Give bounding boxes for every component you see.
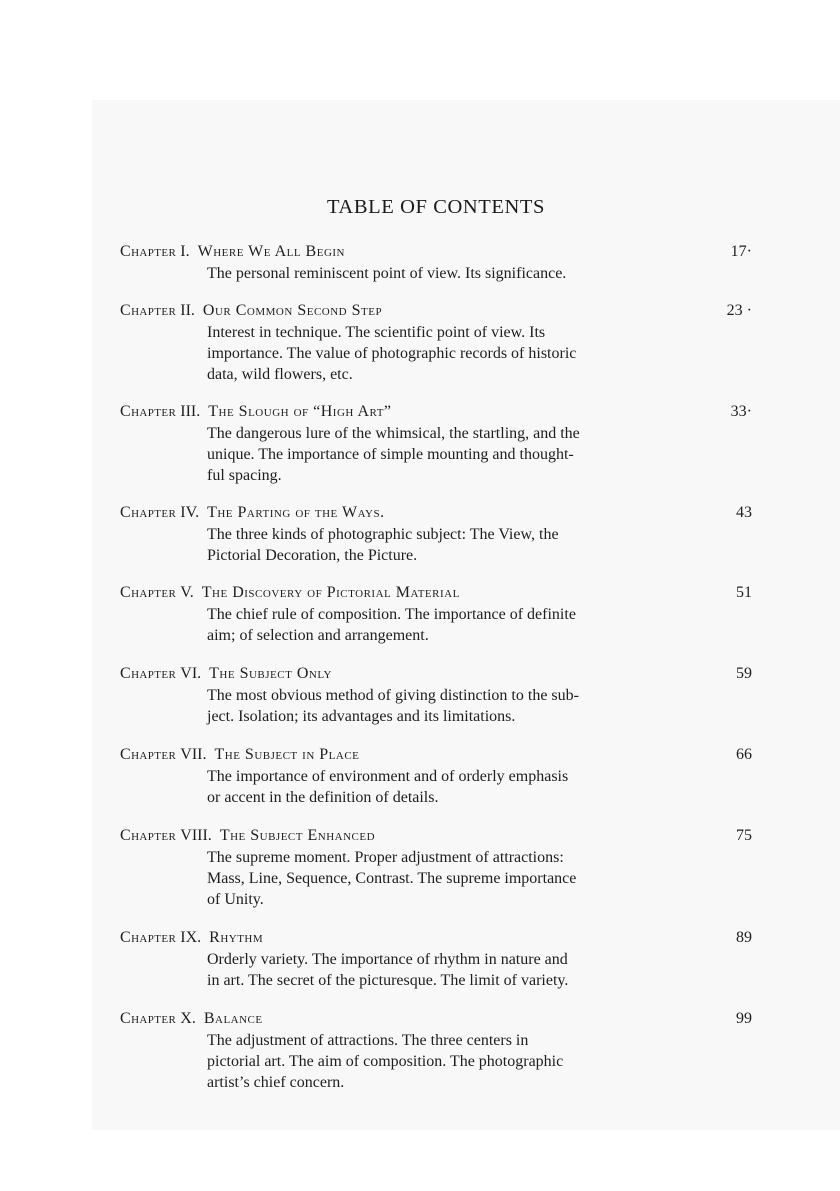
description-line: ject. Isolation; its advantages and its limitations.	[207, 708, 516, 725]
chapter-label: Chapter	[120, 929, 177, 946]
chapter-number: V.	[180, 584, 194, 601]
chapter-description	[207, 423, 663, 486]
chapter-title: Where We All Begin	[197, 243, 345, 260]
description-line: Interest in technique. The scientific point of view. Its	[207, 324, 546, 341]
chapter-heading	[120, 825, 752, 847]
chapter-number: III.	[180, 403, 201, 420]
toc-entry-chapter-7	[120, 744, 752, 808]
chapter-description	[207, 847, 663, 910]
chapter-label: Chapter	[120, 665, 177, 682]
chapter-heading	[120, 300, 752, 322]
description-line: unique. The importance of simple mounting and thought-	[207, 446, 574, 463]
description-line: importance. The value of photographic records of historic	[207, 345, 577, 362]
description-line: or accent in the definition of details.	[207, 789, 439, 806]
chapter-label: Chapter	[120, 243, 177, 260]
toc-entry-chapter-2	[120, 300, 752, 385]
chapter-description	[207, 1030, 663, 1093]
chapter-label: Chapter	[120, 302, 177, 319]
chapter-description	[207, 524, 663, 566]
chapter-heading	[120, 744, 752, 766]
description-line: of Unity.	[207, 891, 264, 908]
chapter-number: VII.	[180, 746, 207, 763]
page-number: 17·	[730, 243, 752, 260]
page-number: 99	[736, 1010, 752, 1027]
page-number: 75	[736, 827, 752, 844]
chapter-title: Rhythm	[209, 929, 264, 946]
chapter-title: The Subject Enhanced	[219, 827, 376, 844]
description-line: The chief rule of composition. The importance of definite	[207, 606, 576, 623]
description-line: The importance of environment and of orderly emphasis	[207, 768, 569, 785]
description-line: The dangerous lure of the whimsical, the startling, and the	[207, 425, 580, 442]
chapter-description	[207, 263, 663, 284]
description-line: aim; of selection and arrangement.	[207, 627, 429, 644]
chapter-title: The Slough of “High Art”	[208, 403, 392, 420]
toc-entry-chapter-3	[120, 401, 752, 486]
chapter-label: Chapter	[120, 746, 177, 763]
chapter-title: The Parting of the Ways.	[207, 504, 385, 521]
page-number: 89	[736, 929, 752, 946]
chapter-heading	[120, 401, 752, 423]
description-line: The most obvious method of giving distinction to the sub-	[207, 687, 579, 704]
description-line: Pictorial Decoration, the Picture.	[207, 547, 418, 564]
chapter-number: IV.	[180, 504, 200, 521]
description-line: ful spacing.	[207, 467, 282, 484]
toc-entry-chapter-9	[120, 927, 752, 991]
description-line: data, wild flowers, etc.	[207, 366, 353, 383]
chapter-heading	[120, 927, 752, 949]
page-number: 23 ·	[726, 302, 752, 319]
toc-entry-chapter-4	[120, 502, 752, 566]
page-number: 33·	[730, 403, 752, 420]
chapter-description	[207, 604, 663, 646]
toc-entry-chapter-8	[120, 825, 752, 910]
chapter-number: I.	[180, 243, 190, 260]
chapter-label: Chapter	[120, 827, 177, 844]
toc-entry-chapter-5	[120, 582, 752, 646]
chapter-number: X.	[180, 1010, 196, 1027]
chapter-title: Our Common Second Step	[202, 302, 383, 319]
toc-entry-chapter-10	[120, 1008, 752, 1093]
chapter-description	[207, 685, 663, 727]
description-line: The personal reminiscent point of view. Its significance.	[207, 265, 567, 282]
chapter-label: Chapter	[120, 584, 177, 601]
chapter-description	[207, 766, 663, 808]
chapter-title: The Discovery of Pictorial Material	[201, 584, 460, 601]
description-line: The supreme moment. Proper adjustment of attractions:	[207, 849, 564, 866]
description-line: artist’s chief concern.	[207, 1074, 345, 1091]
page-number: 66	[736, 746, 752, 763]
description-line: Orderly variety. The importance of rhythm in nature and	[207, 951, 568, 968]
chapter-label: Chapter	[120, 1010, 177, 1027]
page-number: 59	[736, 665, 752, 682]
chapter-heading	[120, 1008, 752, 1030]
chapter-heading	[120, 582, 752, 604]
chapter-number: VI.	[180, 665, 202, 682]
page-number: 43	[736, 504, 752, 521]
description-line: The adjustment of attractions. The three centers in	[207, 1032, 529, 1049]
description-line: Mass, Line, Sequence, Contrast. The supreme importance	[207, 870, 577, 887]
page-title: TABLE OF CONTENTS	[326, 196, 546, 218]
chapter-number: IX.	[180, 929, 202, 946]
description-line: in art. The secret of the picturesque. The limit of variety.	[207, 972, 569, 989]
description-line: pictorial art. The aim of composition. The photographic	[207, 1053, 564, 1070]
chapter-label: Chapter	[120, 403, 177, 420]
chapter-heading	[120, 241, 752, 263]
toc-entry-chapter-1	[120, 241, 752, 284]
chapter-description	[207, 322, 663, 385]
chapter-number: II.	[180, 302, 195, 319]
chapter-title: Balance	[203, 1010, 263, 1027]
chapter-heading	[120, 663, 752, 685]
chapter-title: The Subject in Place	[214, 746, 360, 763]
chapter-title: The Subject Only	[209, 665, 332, 682]
description-line: The three kinds of photographic subject: The View, the	[207, 526, 559, 543]
chapter-number: VIII.	[180, 827, 212, 844]
chapter-heading	[120, 502, 752, 524]
chapter-label: Chapter	[120, 504, 177, 521]
toc-entry-chapter-6	[120, 663, 752, 727]
page-number: 51	[736, 584, 752, 601]
chapter-description	[207, 949, 663, 991]
